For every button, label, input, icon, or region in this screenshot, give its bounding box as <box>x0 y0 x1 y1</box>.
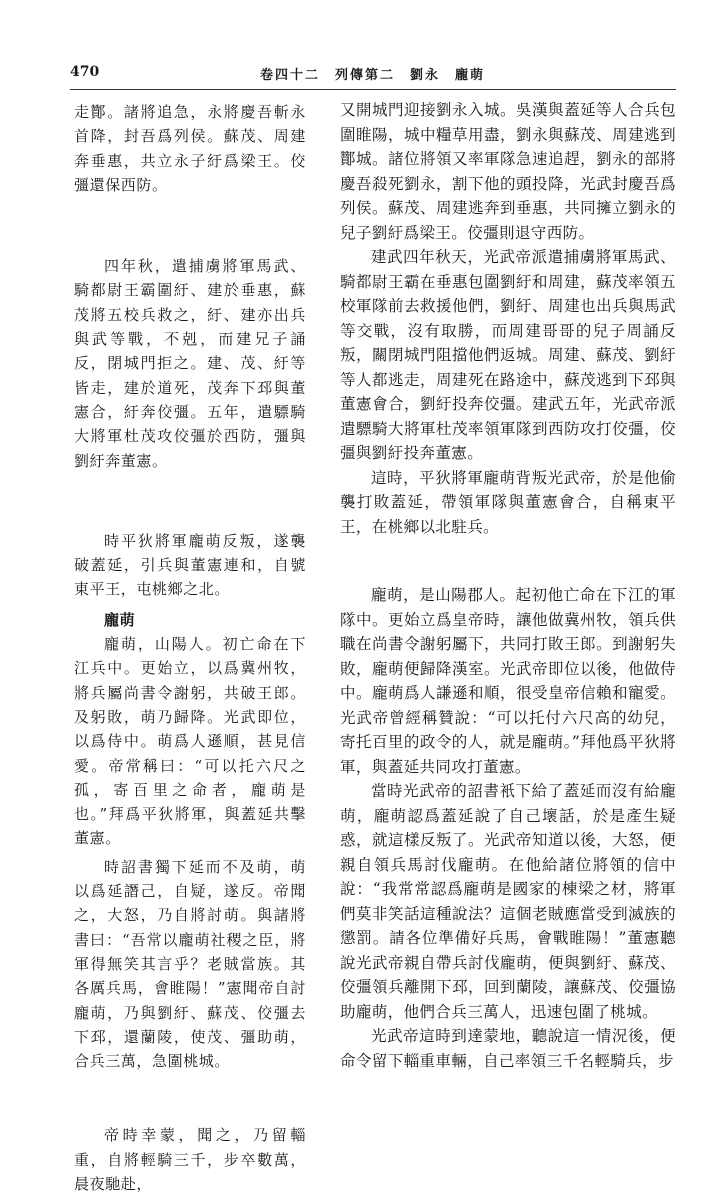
translation-paragraph-5: 當時光武帝的詔書衹下給了蓋延而沒有給龐萌，龐萌認爲蓋延說了自己壞話，於是產生疑惑，就這樣反叛了。光武帝知道以後，大怒，便親自領兵馬討伐龐萌。在他給諸位將領的信中說：“我常常認爲龐萌是國家的棟梁之材，將軍們莫非笑話這種說法？這個老賊應當受到滅族的懲罰。請各位準備好兵馬，會戰睢陽！”董憲聽說光武帝親自帶兵討伐龐萌，便與劉紆、蘇茂、佼彊領兵離開下邳，回到蘭陵，讓蘇茂、佼彊協助龐萌，他們合兵三萬人，迅速包圍了桃城。 <box>340 782 676 1021</box>
translation-paragraph-4: 龐萌，是山陽郡人。起初他亡命在下江的軍隊中。更始立爲皇帝時，讓他做冀州牧，領兵供職在尚書令謝躬屬下，共同打敗王郎。到謝躬失敗，龐萌便歸降漢室。光武帝即位以後，他做侍中。龐萌爲人謙遜和順，很受皇帝信賴和寵愛。光武帝曾經稱贊說：“可以托付六尺高的幼兒，寄托百里的政令的人，就是龐萌。”拜他爲平狄將軍，與蓋延共同攻打董憲。 <box>340 586 676 776</box>
classical-text-column <box>74 98 306 1196</box>
classical-paragraph-1: 走酇。諸將追急，永將慶吾斬永首降，封吾爲列侯。蘇茂、周建奔垂惠，共立永子紆爲梁王。佼彊還保西防。 <box>74 103 306 194</box>
running-title: 卷四十二 列傳第二 劉永 龐萌 <box>260 68 486 83</box>
translation-paragraph-6: 光武帝這時到達蒙地，聽說這一情況後，便命令留下輜重車輛，自己率領三千名輕騎兵，步 <box>340 1027 676 1070</box>
classical-paragraph-3: 時平狄將軍龐萌反叛，遂襲破蓋延，引兵與董憲連和，自號東平王，屯桃鄉之北。 <box>74 531 306 599</box>
page-number: 470 <box>70 64 100 80</box>
translation-paragraph-1: 又開城門迎接劉永入城。吳漢與蓋延等人合兵包圍睢陽，城中糧草用盡，劉永與蘇茂、周建逃到酇城。諸位將領又率軍隊急速追趕，劉永的部將慶吾殺死劉永，割下他的頭投降，光武封慶吾爲列侯。蘇茂、周建逃奔到垂惠，共同擁立劉永的兒子劉紆爲梁王。佼彊則退守西防。 <box>340 101 676 242</box>
translation-paragraph-3: 這時，平狄將軍龐萌背叛光武帝，於是他偷襲打敗蓋延，帶領軍隊與董憲會合，自稱東平王，在桃鄉以北駐兵。 <box>340 468 676 536</box>
section-heading: 龐萌 <box>104 610 136 629</box>
translation-column <box>340 98 676 1073</box>
page-header <box>70 64 676 88</box>
classical-paragraph-5: 時詔書獨下延而不及萌，萌以爲延譖己，自疑，遂反。帝聞之，大怒，乃自將討萌。與諸將書曰：“吾常以龐萌社稷之臣，將軍得無笑其言乎？老賊當族。其各厲兵馬，會睢陽！”憲聞帝自討龐萌，乃與劉紆、蘇茂、佼彊去下邳，還蘭陵，使茂、彊助萌，合兵三萬，急圍桃城。 <box>74 857 306 1071</box>
classical-paragraph-6: 帝時幸蒙，聞之，乃留輜重，自將輕騎三千，步卒數萬，晨夜馳赴， <box>74 1126 306 1193</box>
translation-paragraph-2: 建武四年秋天，光武帝派遣捕虜將軍馬武、騎都尉王霸在垂惠包圍劉紆和周建，蘇茂率領五校軍隊前去救援他們，劉紆、周建也出兵與馬武等交戰，沒有取勝，而周建哥哥的兒子周誦反叛，關閉城門阻擋他們返城。周建、蘇茂、劉紆等人都逃走，周建死在路途中，蘇茂逃到下邳與董憲會合，劉紆投奔佼彊。建武五年，光武帝派遣驃騎大將軍杜茂率領軍隊到西防攻打佼彊，佼彊與劉紆投奔董憲。 <box>340 248 676 462</box>
classical-paragraph-2: 四年秋，遣捕虜將軍馬武、騎都尉王霸圍紆、建於垂惠，蘇茂將五校兵救之，紆、建亦出兵與武等戰，不剋，而建兄子誦反，閉城門拒之。建、茂、紆等皆走，建於道死，茂奔下邳與董憲合，紆奔佼彊。五年，遣驃騎大將軍杜茂攻佼彊於西防，彊與劉紆奔董憲。 <box>74 257 306 470</box>
header-rule <box>70 89 676 90</box>
classical-paragraph-4: 龐萌，山陽人。初亡命在下江兵中。更始立，以爲冀州牧，將兵屬尚書令謝躬，共破王郎。及躬敗，萌乃歸降。光武即位，以爲侍中。萌爲人遜順，甚見信愛。帝常稱曰：“可以托六尺之孤，寄百里之命者，龐萌是也。”拜爲平狄將軍，與蓋延共擊董憲。 <box>74 635 306 848</box>
